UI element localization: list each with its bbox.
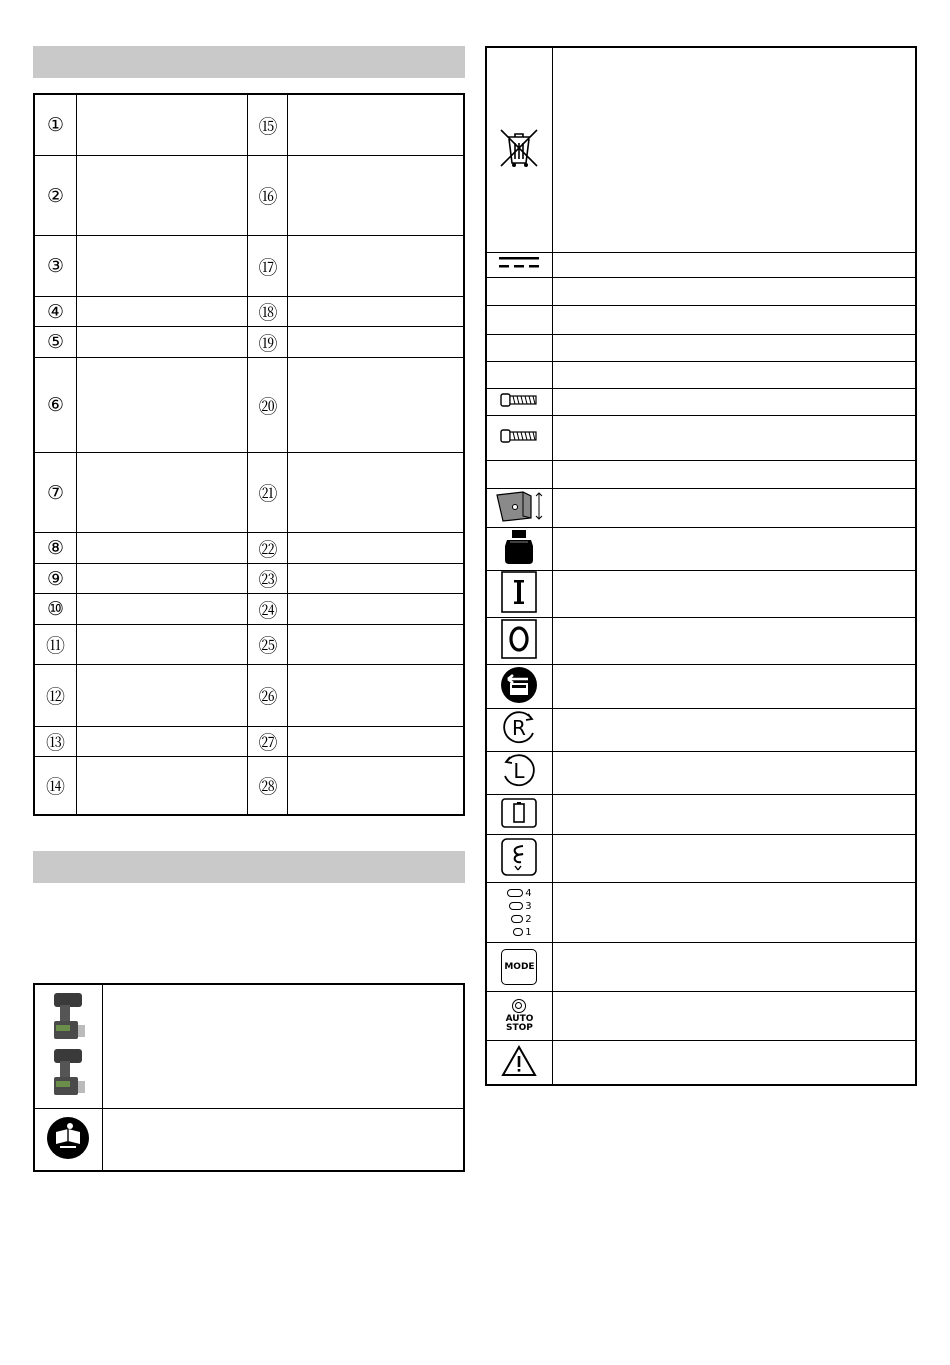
part-name-cell: [288, 594, 464, 625]
part-number-left: ⑫: [35, 665, 77, 727]
led-level-label: 1: [525, 926, 532, 938]
symbol-row: [487, 835, 916, 883]
part-number-left: ⑬: [35, 727, 77, 757]
parts-row: [35, 727, 464, 757]
symbol-description-cell: [552, 362, 915, 389]
part-number-left: ③: [35, 236, 77, 297]
symbol-row: [487, 883, 916, 943]
symbol-cell: [487, 389, 553, 416]
part-name-cell: [288, 358, 464, 453]
symbol-cell: [487, 306, 553, 335]
symbol-cell: [487, 416, 553, 461]
symbol-description-cell: [552, 528, 915, 571]
symbol-cell: [487, 835, 553, 883]
led-level-label: 4: [525, 887, 532, 899]
part-name-cell: [288, 625, 464, 665]
symbol-row: [487, 253, 916, 278]
symbol-cell: [487, 335, 553, 362]
part-name-cell: [288, 665, 464, 727]
led-indicator: [507, 889, 523, 897]
symbol-row: [487, 618, 916, 665]
part-name-cell: [288, 453, 464, 533]
parts-row: [35, 358, 464, 453]
part-name-cell: [76, 453, 248, 533]
symbol-cell: [487, 48, 553, 253]
part-number-left: ⑥: [35, 358, 77, 453]
symbol-cell: [487, 795, 553, 835]
symbol-row: [487, 461, 916, 489]
led-indicator: [509, 902, 523, 910]
parts-row: [35, 564, 464, 594]
part-number-right: ⑲: [248, 327, 288, 358]
symbol-cell: [487, 883, 553, 943]
part-name-cell: [76, 95, 248, 156]
symbol-cell: [487, 752, 553, 795]
part-number-right: ㉔: [248, 594, 288, 625]
symbol-description-cell: [552, 335, 915, 362]
part-number-right: ㉖: [248, 665, 288, 727]
led-indicator: [513, 928, 523, 936]
socket-icon: [502, 528, 536, 566]
symbol-row: [487, 709, 916, 752]
part-number-right: ㉓: [248, 564, 288, 594]
symbol-cell: [487, 709, 553, 752]
symbol-description-cell: [552, 306, 915, 335]
stop-label: STOP: [506, 1022, 533, 1033]
symbol-description-cell: [552, 795, 915, 835]
forward-rotation-r-icon: [500, 709, 538, 747]
symbol-row: [487, 1041, 916, 1085]
symbol-description-cell: [552, 752, 915, 795]
symbol-row: [487, 665, 916, 709]
symbol-cell: [487, 571, 553, 618]
svg-text:R: R: [512, 716, 527, 740]
part-number-right: ⑳: [248, 358, 288, 453]
part-name-cell: [76, 297, 248, 327]
symbol-description-cell: [552, 461, 915, 489]
parts-row: [35, 236, 464, 297]
section-header-bar-2: [33, 851, 465, 883]
part-number-left: ⑨: [35, 564, 77, 594]
symbol-cell: [487, 618, 553, 665]
symbol-description-cell: [552, 278, 915, 306]
part-name-cell: [76, 236, 248, 297]
part-name-cell: [288, 533, 464, 564]
battery-icon: [501, 798, 537, 828]
symbol-description-cell: [552, 992, 915, 1041]
symbol-description-cell: [102, 1109, 463, 1171]
section-header-bar-1: [33, 46, 465, 78]
symbol-row: [487, 362, 916, 389]
parts-row: [35, 297, 464, 327]
part-number-right: ⑯: [248, 156, 288, 236]
symbol-cell: [487, 489, 553, 528]
symbol-row: [487, 389, 916, 416]
bolt-icon: [499, 427, 539, 445]
symbol-description-cell: [552, 48, 915, 253]
symbol-row: [487, 335, 916, 362]
part-name-cell: [288, 236, 464, 297]
symbol-cell: [487, 528, 553, 571]
symbol-cell: [487, 665, 553, 709]
symbol-row: [35, 1109, 464, 1171]
parts-row: [35, 533, 464, 564]
part-number-right: ㉗: [248, 727, 288, 757]
part-name-cell: [76, 327, 248, 358]
symbol-row: [487, 992, 916, 1041]
read-manual-icon: [46, 1116, 90, 1160]
mode-led-levels-icon: [507, 887, 531, 939]
symbol-description-cell: [552, 489, 915, 528]
part-name-cell: [76, 757, 248, 815]
symbol-description-cell: [552, 1041, 915, 1085]
part-number-right: ⑰: [248, 236, 288, 297]
part-number-right: ⑮: [248, 95, 288, 156]
part-name-cell: [76, 594, 248, 625]
part-name-cell: [288, 327, 464, 358]
symbol-row: [35, 985, 464, 1109]
symbol-description-cell: [552, 883, 915, 943]
part-number-left: ④: [35, 297, 77, 327]
part-name-cell: [76, 156, 248, 236]
parts-row: [35, 156, 464, 236]
symbol-row: [487, 416, 916, 461]
symbol-cell: [487, 362, 553, 389]
symbol-row: [487, 528, 916, 571]
reverse-rotation-l-icon: [500, 752, 538, 790]
part-number-right: ㉕: [248, 625, 288, 665]
change-direction-icon: [500, 666, 538, 704]
part-number-left: ⑧: [35, 533, 77, 564]
symbol-cell: [35, 1109, 103, 1171]
part-name-cell: [76, 358, 248, 453]
symbol-row: [487, 571, 916, 618]
part-name-cell: [76, 665, 248, 727]
part-name-cell: [76, 564, 248, 594]
part-name-cell: [288, 95, 464, 156]
symbol-description-cell: [552, 571, 915, 618]
symbol-description-cell: [552, 835, 915, 883]
symbol-row: [487, 752, 916, 795]
symbol-description-cell: [552, 665, 915, 709]
symbol-cell: [487, 943, 553, 992]
part-number-left: ②: [35, 156, 77, 236]
symbol-cell: [487, 992, 553, 1041]
mode-button-icon: [501, 949, 537, 985]
part-name-cell: [76, 625, 248, 665]
symbol-row: [487, 795, 916, 835]
on-switch-icon: [501, 571, 537, 613]
led-level-label: 3: [525, 900, 532, 912]
part-name-cell: [288, 727, 464, 757]
part-number-left: ①: [35, 95, 77, 156]
dc-symbol-icon: [497, 254, 541, 272]
auto-stop-icon: [506, 999, 534, 1033]
symbol-description-cell: [552, 943, 915, 992]
tool-symbols-table: [34, 984, 464, 1171]
parts-row: [35, 594, 464, 625]
part-name-cell: [76, 533, 248, 564]
symbol-cell: [35, 985, 103, 1109]
led-level-label: 2: [525, 913, 532, 925]
part-number-left: ⑪: [35, 625, 77, 665]
bolt-icon: [499, 391, 539, 409]
part-number-right: ㉘: [248, 757, 288, 815]
symbol-description-cell: [552, 416, 915, 461]
symbol-row: [487, 48, 916, 253]
part-name-cell: [288, 156, 464, 236]
warning-triangle-icon: [501, 1045, 537, 1077]
parts-row: [35, 95, 464, 156]
part-number-right: ⑱: [248, 297, 288, 327]
symbol-cell: [487, 253, 553, 278]
symbols-table: [486, 47, 916, 1085]
parts-table: [34, 94, 464, 815]
parts-row: [35, 625, 464, 665]
symbol-row: [487, 943, 916, 992]
symbol-cell: [487, 1041, 553, 1085]
auto-label: AUTO: [505, 1013, 534, 1024]
part-number-left: ⑤: [35, 327, 77, 358]
symbol-description-cell: [552, 389, 915, 416]
part-name-cell: [288, 564, 464, 594]
symbol-description-cell: [552, 709, 915, 752]
part-number-left: ⑭: [35, 757, 77, 815]
symbol-description-cell: [552, 618, 915, 665]
impact-spiral-icon: [501, 838, 537, 876]
part-number-left: ⑦: [35, 453, 77, 533]
part-name-cell: [288, 757, 464, 815]
symbol-row: [487, 489, 916, 528]
part-number-right: ㉒: [248, 533, 288, 564]
symbol-cell: [487, 278, 553, 306]
weee-crossed-bin-icon: [496, 125, 542, 171]
part-number-left: ⑩: [35, 594, 77, 625]
symbol-row: [487, 306, 916, 335]
svg-text:L: L: [513, 759, 526, 783]
symbol-description-cell: [102, 985, 463, 1109]
symbol-cell: [487, 461, 553, 489]
symbol-description-cell: [552, 253, 915, 278]
symbol-row: [487, 278, 916, 306]
parts-row: [35, 453, 464, 533]
square-drive-anvil-icon: [493, 489, 545, 523]
impact-wrench-tools-icon: [48, 989, 88, 1101]
part-number-right: ㉑: [248, 453, 288, 533]
part-name-cell: [288, 297, 464, 327]
parts-row: [35, 757, 464, 815]
off-switch-icon: [501, 619, 537, 659]
part-name-cell: [76, 727, 248, 757]
mode-label: MODE: [504, 962, 535, 972]
parts-row: [35, 665, 464, 727]
parts-row: [35, 327, 464, 358]
led-indicator: [511, 915, 523, 923]
